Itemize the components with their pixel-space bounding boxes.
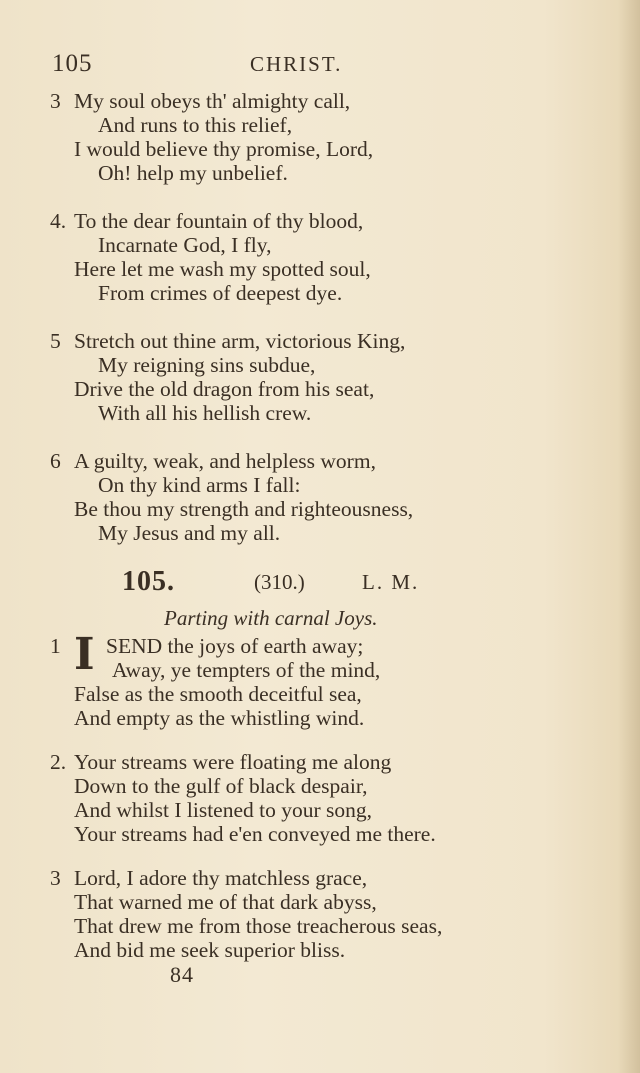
page-edge-shadow [618,0,640,1073]
verse-line: 1 SEND the joys of earth away; [50,634,364,658]
verse-number: 3 [50,89,61,113]
hymn-number: 105. [122,566,175,597]
verse-number: 6 [50,449,61,473]
verse-number: 5 [50,329,61,353]
running-head [52,50,352,80]
verse-line: Oh! help my unbelief. [98,161,288,185]
verse-4-prev [50,209,530,305]
running-title: CHRIST. [250,52,343,76]
hymn-verse-2 [50,750,530,846]
drop-cap: I [74,629,95,680]
verse-line: 5 Stretch out thine arm, victorious King, [50,329,406,353]
verse-line: 3 My soul obeys th' almighty call, [50,89,351,113]
verse-line: 3 Lord, I adore thy matchless grace, [50,866,368,890]
verse-line: My reigning sins subdue, [98,353,316,377]
verse-line: Be thou my strength and righteousness, [74,497,414,521]
verse-line: From crimes of deepest dye. [98,281,343,305]
verse-number: 4. [50,209,67,233]
verse-line: 4. To the dear fountain of thy blood, [50,209,364,233]
verse-line: Down to the gulf of black despair, [74,774,368,798]
verse-line: False as the smooth deceitful sea, [74,682,362,706]
verse-line: 2. Your streams were floating me along [50,750,392,774]
signature-mark: 84 [170,962,194,987]
page-number: 105 [52,50,93,77]
hymn-meter: L. M. [362,570,420,594]
verse-number: 1 [50,634,61,658]
verse-line: That drew me from those treacherous seas, [74,914,443,938]
verse-line: Here let me wash my spotted soul, [74,257,371,281]
hymn-title: Parting with carnal Joys. [164,606,378,630]
verse-3-prev [50,89,530,185]
verse-line: Drive the old dragon from his seat, [74,377,375,401]
verse-line: And whilst I listened to your song, [74,798,372,822]
verse-6-prev [50,449,530,545]
verse-line: And empty as the whistling wind. [74,706,365,730]
verse-5-prev [50,329,530,425]
verse-number: 3 [50,866,61,890]
verse-line: My Jesus and my all. [98,521,281,545]
verse-line: I would believe thy promise, Lord, [74,137,374,161]
verse-line: With all his hellish crew. [98,401,312,425]
verse-line: Your streams had e'en conveyed me there. [74,822,436,846]
verse-line: Incarnate God, I fly, [98,233,272,257]
verse-line: Away, ye tempters of the mind, [112,658,381,682]
verse-line: And runs to this relief, [98,113,293,137]
verse-line: That warned me of that dark abyss, [74,890,377,914]
tune-number: (310.) [254,570,305,594]
hymn-verse-1 [50,629,530,730]
verse-line: On thy kind arms I fall: [98,473,301,497]
hymn-heading [122,566,442,600]
verse-line: 6 A guilty, weak, and helpless worm, [50,449,376,473]
verse-number: 2. [50,750,67,774]
hymn-verse-3 [50,866,530,962]
verse-line: And bid me seek superior bliss. [74,938,346,962]
